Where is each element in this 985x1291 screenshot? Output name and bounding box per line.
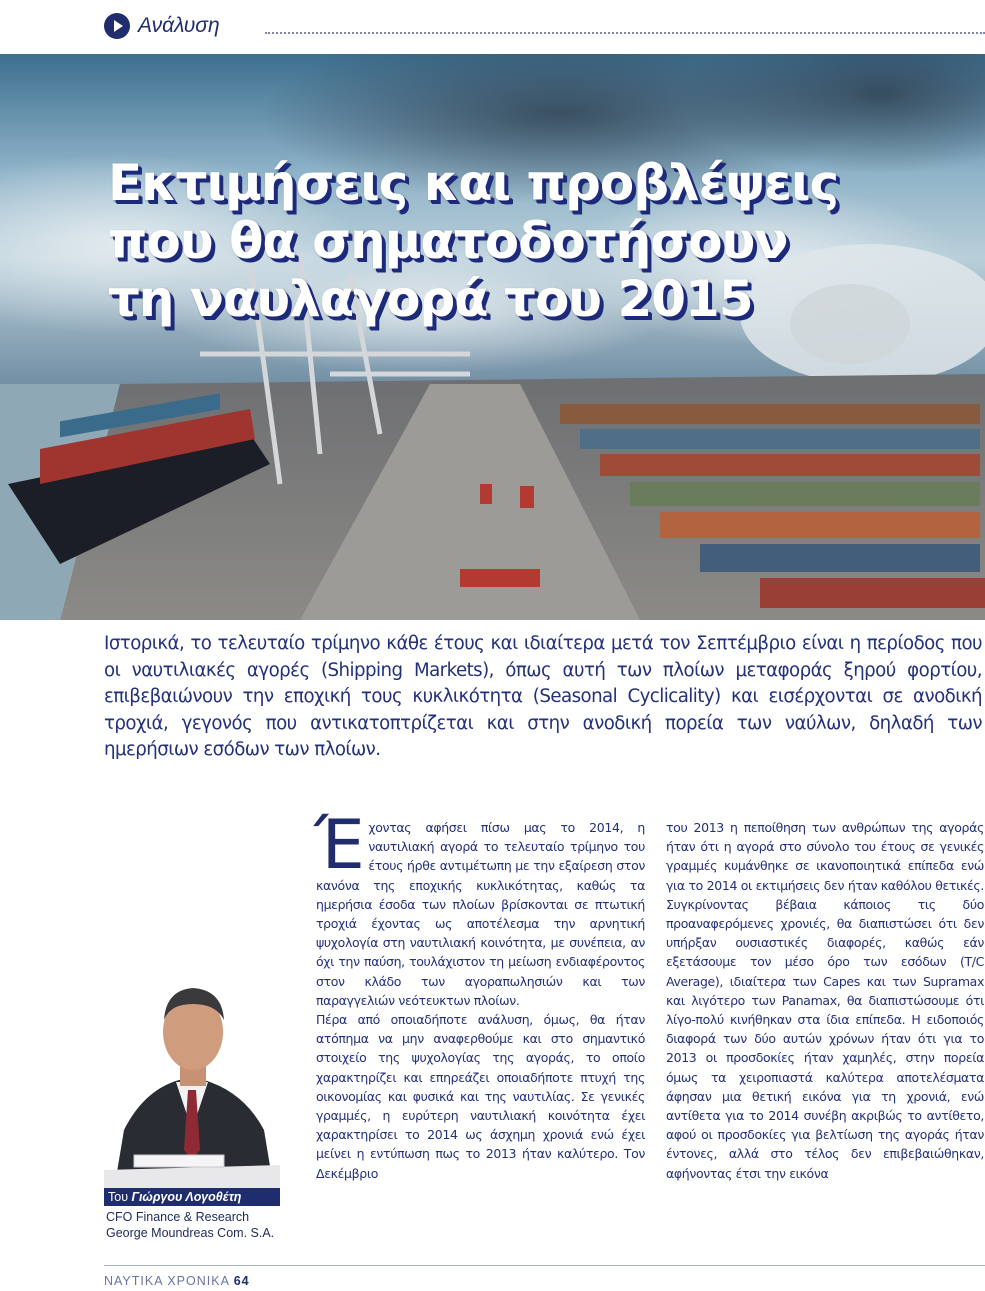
body-paragraph-3: του 2013 η πεποίθηση των ανθρώπων της αγοράς ήταν ότι η αγορά στο σύνολο του έτους σε γενικές γραμμές κυμάνθηκε σε ικανοποιητικά επίπεδα ενώ για το 2014 οι εκτιμήσεις δεν ήταν καθόλου θετικές. Συγκρίνοντας βέβαια κάποιος τις δύο προαναφερόμενες χρονιές, θα διαπιστώσει ότι δεν υπήρξαν ουσιαστικές διαφορές, καθώς εάν εξετάσουμε τον μέσο όρο των εσόδων (T/C Average), ιδιαίτερα των Capes και των Supramax και λιγότερο των Panamax, θα διαπιστώσουμε ότι λίγο-πολύ κινήθηκαν στα ίδια επίπεδα. Η ειδοποιός διαφορά των δύο αυτών χρόνων ήταν ότι για το 2013 οι προσδοκίες ήταν χαμηλές, στην πορεία όμως τα χειροπιαστά καλύτερα αποτελέσματα άφησαν μια θετική εικόνα για τη χρονιά, ενώ αντίθετα για το 2014 συνέβη ακριβώς το αντίθετο, αφού οι προσδοκίες για βελτίωση της αγοράς ήταν έντονες, αλλά στο τέλος δεν επιβεβαιώθηκαν, αφήνοντας έτσι την εικόνα [666,820,984,1181]
page-header [0,0,985,54]
footer-divider [104,1265,985,1266]
article-title [108,154,868,328]
play-circle-icon [104,13,130,39]
body-column-1 [314,806,645,1183]
title-line-1: Εκτιμήσεις και προβλέψεις [108,154,839,212]
section-label: Ανάλυση [138,14,220,37]
title-line-2: που θα σηματοδοτήσουν [108,212,788,270]
body-paragraph-1-text: χοντας αφήσει πίσω μας το 2014, η ναυτιλιακή αγορά το τελευταίο τρίμηνο του έτους ήρθε αντιμέτωπη με την εξαίρεση στον κανόνα της εποχικής κυκλικότητας, καθώς τα ημερήσια έσοδα των πλοίων βρίσκονται σε πτωτική τροχιά έχοντας ως αποτέλεσμα την αρνητική ψυχολογία στη ναυτιλιακή κοινότητα, με συνέπεια, αν όχι την παύση, τουλάχιστον τη μείωση ενδιαφέροντος στον κλάδο των αγοραπωλησιών και των παραγγελιών νεότευκτων πλοίων. [316,820,645,1008]
author-name: Γιώργου Λογοθέτη [131,1190,242,1204]
container-port-illustration [0,54,985,620]
author-role: CFO Finance & Research [106,1210,250,1224]
title-line-3: τη ναυλαγορά του 2015 [108,270,753,328]
body-paragraph-2: Πέρα από οποιαδήποτε ανάλυση, όμως, θα ήταν ατόπημα να μην αναφερθούμε και στο σημαντικό στοιχείο της ψυχολογίας της αγοράς, το οποίο χαρακτηρίζει και επηρεάζει οποιαδήποτε πτυχή της οικονομίας και φυσικά και της ναυτιλίας. Σε γενικές γραμμές, η ευρύτερη ναυτιλιακή κοινότητα έχει χαρακτηρίσει το 2014 ως άσχημη χρονιά ενώ έχει μείνει η εντύπωση πως το 2013 ήταν καλύτερο. Τον Δεκέμβριο [316,1012,645,1181]
lead-paragraph: Ιστορικά, το τελευταίο τρίμηνο κάθε έτους και ιδιαίτερα μετά τον Σεπτέμβριο είναι η περίοδος που οι ναυτιλιακές αγορές (Shipping Markets), όπως αυτή των πλοίων μεταφοράς ξηρού φορτίου, επιβεβαιώνουν την εποχική τους κυκλικότητα (Seasonal Cyclicality) και εισέρχονται σε ανοδική τροχιά, γεγονός που αντικατοπτρίζεται και στην ανοδική πορεία των ναύλων, δηλαδή των ημερήσιων εσόδων των πλοίων. [104,633,982,760]
author-photo [104,960,280,1190]
page-number: 64 [233,1274,250,1288]
page-footer [104,1274,250,1288]
body-column-2 [666,818,984,1183]
body-paragraph-1 [314,806,645,1010]
publication-name: ΝΑΥΤΙΚΑ ΧΡΟΝΙΚΑ [104,1274,230,1288]
author-company: George Moundreas Com. S.A. [106,1226,275,1240]
byline-prefix: Του [108,1190,129,1204]
author-byline [104,1188,280,1206]
header-divider [265,32,985,34]
hero-image [0,54,985,620]
drop-cap: Έ [314,806,365,885]
